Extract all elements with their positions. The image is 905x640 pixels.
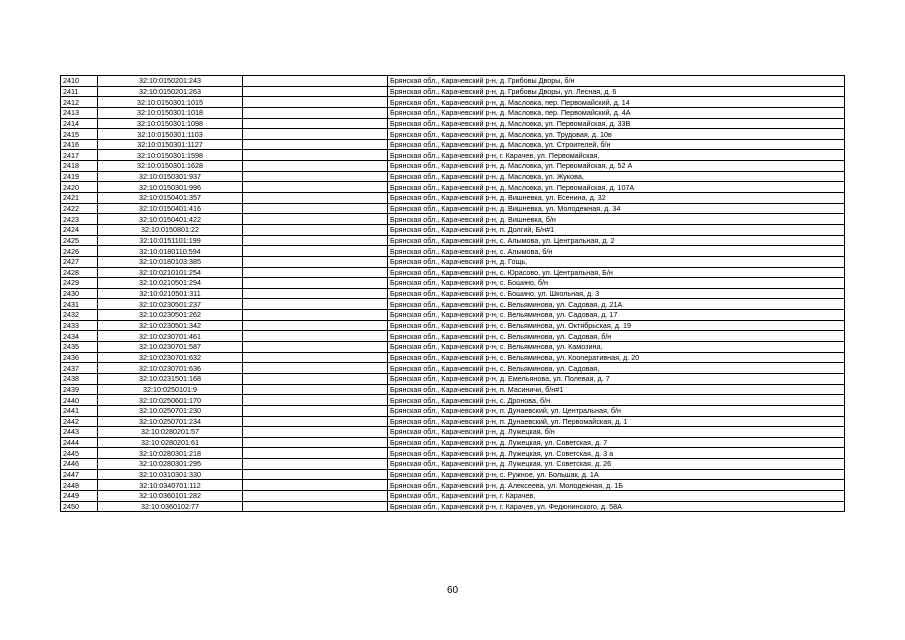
row-number-cell: 2420	[61, 182, 98, 193]
cadastral-number-cell: 32:10:0230701:587	[98, 342, 243, 353]
table-row	[61, 405, 845, 416]
table-row	[61, 384, 845, 395]
address-cell: Брянская обл., Карачевский р-н, д. Масловка, ул. Первомайская, д. 52 А	[388, 161, 845, 172]
row-number-cell: 2441	[61, 405, 98, 416]
row-number-cell: 2439	[61, 384, 98, 395]
row-number-cell: 2421	[61, 193, 98, 204]
empty-cell	[243, 299, 388, 310]
address-cell: Брянская обл., Карачевский р-н, д. Масловка, пер. Первомайский, д. 14	[388, 97, 845, 108]
row-number-cell: 2445	[61, 448, 98, 459]
empty-cell	[243, 193, 388, 204]
address-cell: Брянская обл., Карачевский р-н, г. Карачев, ул. Первомайская,	[388, 150, 845, 161]
cadastral-number-cell: 32:10:0210101:254	[98, 267, 243, 278]
table-row	[61, 171, 845, 182]
table-row	[61, 363, 845, 374]
cadastral-number-cell: 32:10:0150301:1098	[98, 118, 243, 129]
address-cell: Брянская обл., Карачевский р-н, с. Вельяминова, ул. Октябрьская, д. 19	[388, 320, 845, 331]
cadastral-number-cell: 32:10:0360102:77	[98, 501, 243, 512]
cadastral-number-cell: 32:10:0250101:9	[98, 384, 243, 395]
empty-cell	[243, 288, 388, 299]
cadastral-number-cell: 32:10:0210501:294	[98, 278, 243, 289]
table-row	[61, 395, 845, 406]
address-cell: Брянская обл., Карачевский р-н, д. Лужецкая, ул. Советская, д. 7	[388, 437, 845, 448]
table-row	[61, 278, 845, 289]
table-row	[61, 299, 845, 310]
cadastral-number-cell: 32:10:0150401:416	[98, 203, 243, 214]
empty-cell	[243, 224, 388, 235]
address-cell: Брянская обл., Карачевский р-н, с. Вельяминова, ул. Садовая, б/н	[388, 331, 845, 342]
empty-cell	[243, 97, 388, 108]
row-number-cell: 2417	[61, 150, 98, 161]
table-row	[61, 235, 845, 246]
cadastral-number-cell: 32:10:0150801:22	[98, 224, 243, 235]
cadastral-number-cell: 32:10:0150301:1103	[98, 129, 243, 140]
row-number-cell: 2416	[61, 139, 98, 150]
address-cell: Брянская обл., Карачевский р-н, с. Дронова, б/н	[388, 395, 845, 406]
cadastral-number-cell: 32:10:0150201:263	[98, 86, 243, 97]
table-row	[61, 97, 845, 108]
address-cell: Брянская обл., Карачевский р-н, д. Вишневка, ул. Есенина, д. 32	[388, 193, 845, 204]
row-number-cell: 2444	[61, 437, 98, 448]
cadastral-number-cell: 32:10:0180103:385	[98, 256, 243, 267]
cadastral-number-cell: 32:10:0230501:342	[98, 320, 243, 331]
registry-table	[60, 75, 845, 512]
empty-cell	[243, 256, 388, 267]
cadastral-number-cell: 32:10:0231501:168	[98, 373, 243, 384]
cadastral-number-cell: 32:10:0340701:112	[98, 480, 243, 491]
cadastral-number-cell: 32:10:0230701:632	[98, 352, 243, 363]
address-cell: Брянская обл., Карачевский р-н, с. Ружное, ул. Большак, д. 1А	[388, 469, 845, 480]
table-row	[61, 203, 845, 214]
empty-cell	[243, 405, 388, 416]
cadastral-number-cell: 32:10:0280201:57	[98, 427, 243, 438]
registry-table-body	[61, 76, 845, 512]
row-number-cell: 2435	[61, 342, 98, 353]
table-row	[61, 448, 845, 459]
row-number-cell: 2422	[61, 203, 98, 214]
cadastral-number-cell: 32:10:0250601:170	[98, 395, 243, 406]
empty-cell	[243, 310, 388, 321]
table-row	[61, 501, 845, 512]
row-number-cell: 2450	[61, 501, 98, 512]
address-cell: Брянская обл., Карачевский р-н, п. Долгий, Б/н#1	[388, 224, 845, 235]
row-number-cell: 2419	[61, 171, 98, 182]
row-number-cell: 2438	[61, 373, 98, 384]
empty-cell	[243, 437, 388, 448]
empty-cell	[243, 320, 388, 331]
empty-cell	[243, 171, 388, 182]
address-cell: Брянская обл., Карачевский р-н, п. Дунаевский, ул. Первомайская, д. 1	[388, 416, 845, 427]
address-cell: Брянская обл., Карачевский р-н, д. Масловка, ул. Трудовая, д. 10в	[388, 129, 845, 140]
cadastral-number-cell: 32:10:0280301:295	[98, 459, 243, 470]
address-cell: Брянская обл., Карачевский р-н, с. Вельяминова, ул. Кооперативная, д. 20	[388, 352, 845, 363]
table-row	[61, 288, 845, 299]
table-row	[61, 224, 845, 235]
row-number-cell: 2415	[61, 129, 98, 140]
empty-cell	[243, 150, 388, 161]
page-number: 60	[446, 585, 459, 596]
empty-cell	[243, 469, 388, 480]
empty-cell	[243, 352, 388, 363]
empty-cell	[243, 448, 388, 459]
cadastral-number-cell: 32:10:0210501:311	[98, 288, 243, 299]
row-number-cell: 2423	[61, 214, 98, 225]
cadastral-number-cell: 32:10:0150201:243	[98, 76, 243, 87]
cadastral-number-cell: 32:10:0230501:237	[98, 299, 243, 310]
empty-cell	[243, 214, 388, 225]
table-row	[61, 214, 845, 225]
empty-cell	[243, 395, 388, 406]
address-cell: Брянская обл., Карачевский р-н, с. Алымова, ул. Центральная, д. 2	[388, 235, 845, 246]
empty-cell	[243, 246, 388, 257]
address-cell: Брянская обл., Карачевский р-н, с. Юрасово, ул. Центральная, Б/н	[388, 267, 845, 278]
cadastral-number-cell: 32:10:0230501:262	[98, 310, 243, 321]
empty-cell	[243, 139, 388, 150]
row-number-cell: 2426	[61, 246, 98, 257]
table-row	[61, 490, 845, 501]
table-row	[61, 107, 845, 118]
table-row	[61, 161, 845, 172]
row-number-cell: 2428	[61, 267, 98, 278]
empty-cell	[243, 427, 388, 438]
table-row	[61, 310, 845, 321]
address-cell: Брянская обл., Карачевский р-н, д. Вишневка, б/н	[388, 214, 845, 225]
address-cell: Брянская обл., Карачевский р-н, с. Вельяминова, ул. Садовая, д. 21А	[388, 299, 845, 310]
row-number-cell: 2446	[61, 459, 98, 470]
table-row	[61, 76, 845, 87]
address-cell: Брянская обл., Карачевский р-н, д. Лужецкая, ул. Советская, д. 3 а	[388, 448, 845, 459]
cadastral-number-cell: 32:10:0280301:218	[98, 448, 243, 459]
cadastral-number-cell: 32:10:0150301:1018	[98, 107, 243, 118]
table-row	[61, 416, 845, 427]
empty-cell	[243, 161, 388, 172]
table-row	[61, 437, 845, 448]
row-number-cell: 2413	[61, 107, 98, 118]
address-cell: Брянская обл., Карачевский р-н, д. Масловка, ул. Первомайская, д. 107А	[388, 182, 845, 193]
row-number-cell: 2425	[61, 235, 98, 246]
table-row	[61, 129, 845, 140]
table-row	[61, 182, 845, 193]
row-number-cell: 2442	[61, 416, 98, 427]
row-number-cell: 2410	[61, 76, 98, 87]
row-number-cell: 2433	[61, 320, 98, 331]
cadastral-number-cell: 32:10:0150301:937	[98, 171, 243, 182]
cadastral-number-cell: 32:10:0310301:330	[98, 469, 243, 480]
table-row	[61, 246, 845, 257]
address-cell: Брянская обл., Карачевский р-н, д. Масловка, пер. Первомайский, д. 4А	[388, 107, 845, 118]
address-cell: Брянская обл., Карачевский р-н, д. Масловка, ул. Первомайская, д. 33В	[388, 118, 845, 129]
table-row	[61, 427, 845, 438]
row-number-cell: 2414	[61, 118, 98, 129]
cadastral-number-cell: 32:10:0151101:199	[98, 235, 243, 246]
empty-cell	[243, 459, 388, 470]
cadastral-number-cell: 32:10:0250701:230	[98, 405, 243, 416]
row-number-cell: 2432	[61, 310, 98, 321]
empty-cell	[243, 501, 388, 512]
empty-cell	[243, 384, 388, 395]
empty-cell	[243, 203, 388, 214]
empty-cell	[243, 118, 388, 129]
row-number-cell: 2434	[61, 331, 98, 342]
empty-cell	[243, 490, 388, 501]
address-cell: Брянская обл., Карачевский р-н, д. Лужецкая, б/н	[388, 427, 845, 438]
address-cell: Брянская обл., Карачевский р-н, п. Дунаевский, ул. Центральная, б/н	[388, 405, 845, 416]
row-number-cell: 2448	[61, 480, 98, 491]
empty-cell	[243, 129, 388, 140]
table-row	[61, 459, 845, 470]
address-cell: Брянская обл., Карачевский р-н, п. Масиничи, б/н#1	[388, 384, 845, 395]
address-cell: Брянская обл., Карачевский р-н, с. Бошино, б/н	[388, 278, 845, 289]
address-cell: Брянская обл., Карачевский р-н, г. Карачев, ул. Федюнинского, д. 58А	[388, 501, 845, 512]
cadastral-number-cell: 32:10:0150301:996	[98, 182, 243, 193]
cadastral-number-cell: 32:10:0150301:1628	[98, 161, 243, 172]
address-cell: Брянская обл., Карачевский р-н, с. Бошино, ул. Школьная, д. 3	[388, 288, 845, 299]
row-number-cell: 2437	[61, 363, 98, 374]
empty-cell	[243, 235, 388, 246]
cadastral-number-cell: 32:10:0150301:1127	[98, 139, 243, 150]
row-number-cell: 2443	[61, 427, 98, 438]
table-row	[61, 86, 845, 97]
table-row	[61, 193, 845, 204]
row-number-cell: 2449	[61, 490, 98, 501]
empty-cell	[243, 416, 388, 427]
empty-cell	[243, 342, 388, 353]
address-cell: Брянская обл., Карачевский р-н, г. Карачев,	[388, 490, 845, 501]
cadastral-number-cell: 32:10:0250701:234	[98, 416, 243, 427]
row-number-cell: 2411	[61, 86, 98, 97]
row-number-cell: 2430	[61, 288, 98, 299]
table-row	[61, 469, 845, 480]
table-row	[61, 118, 845, 129]
row-number-cell: 2424	[61, 224, 98, 235]
row-number-cell: 2427	[61, 256, 98, 267]
cadastral-number-cell: 32:10:0150401:422	[98, 214, 243, 225]
empty-cell	[243, 86, 388, 97]
address-cell: Брянская обл., Карачевский р-н, д. Гощь,	[388, 256, 845, 267]
cadastral-number-cell: 32:10:0180110:594	[98, 246, 243, 257]
cadastral-number-cell: 32:10:0360101:282	[98, 490, 243, 501]
table-row	[61, 480, 845, 491]
empty-cell	[243, 182, 388, 193]
address-cell: Брянская обл., Карачевский р-н, с. Вельяминова, ул. Садовая,	[388, 363, 845, 374]
empty-cell	[243, 331, 388, 342]
address-cell: Брянская обл., Карачевский р-н, д. Вишневка, ул. Молодежная, д. 34	[388, 203, 845, 214]
empty-cell	[243, 267, 388, 278]
cadastral-number-cell: 32:10:0230701:461	[98, 331, 243, 342]
table-row	[61, 267, 845, 278]
table-row	[61, 342, 845, 353]
empty-cell	[243, 363, 388, 374]
row-number-cell: 2436	[61, 352, 98, 363]
address-cell: Брянская обл., Карачевский р-н, д. Лужецкая, ул. Советская, д. 26	[388, 459, 845, 470]
empty-cell	[243, 278, 388, 289]
cadastral-number-cell: 32:10:0150401:357	[98, 193, 243, 204]
address-cell: Брянская обл., Карачевский р-н, д. Грибовы Дворы, б/н	[388, 76, 845, 87]
table-row	[61, 352, 845, 363]
address-cell: Брянская обл., Карачевский р-н, д. Алексеева, ул. Молодежная, д. 1Б	[388, 480, 845, 491]
table-row	[61, 320, 845, 331]
empty-cell	[243, 480, 388, 491]
table-row	[61, 150, 845, 161]
address-cell: Брянская обл., Карачевский р-н, д. Грибовы Дворы, ул. Лесная, д. 6	[388, 86, 845, 97]
cadastral-number-cell: 32:10:0150301:1598	[98, 150, 243, 161]
address-cell: Брянская обл., Карачевский р-н, с. Вельяминова, ул. Садовая, д. 17	[388, 310, 845, 321]
empty-cell	[243, 76, 388, 87]
table-row	[61, 256, 845, 267]
row-number-cell: 2429	[61, 278, 98, 289]
table-row	[61, 373, 845, 384]
empty-cell	[243, 107, 388, 118]
row-number-cell: 2412	[61, 97, 98, 108]
address-cell: Брянская обл., Карачевский р-н, д. Масловка, ул. Жукова,	[388, 171, 845, 182]
row-number-cell: 2431	[61, 299, 98, 310]
cadastral-number-cell: 32:10:0150301:1015	[98, 97, 243, 108]
row-number-cell: 2447	[61, 469, 98, 480]
row-number-cell: 2418	[61, 161, 98, 172]
cadastral-number-cell: 32:10:0280201:61	[98, 437, 243, 448]
address-cell: Брянская обл., Карачевский р-н, с. Алымова, б/н	[388, 246, 845, 257]
cadastral-number-cell: 32:10:0230701:636	[98, 363, 243, 374]
address-cell: Брянская обл., Карачевский р-н, с. Вельяминова, ул. Камозина,	[388, 342, 845, 353]
address-cell: Брянская обл., Карачевский р-н, д. Емельянова, ул. Полевая, д. 7	[388, 373, 845, 384]
empty-cell	[243, 373, 388, 384]
table-row	[61, 139, 845, 150]
address-cell: Брянская обл., Карачевский р-н, д. Масловка, ул. Строителей, б/н	[388, 139, 845, 150]
table-row	[61, 331, 845, 342]
row-number-cell: 2440	[61, 395, 98, 406]
